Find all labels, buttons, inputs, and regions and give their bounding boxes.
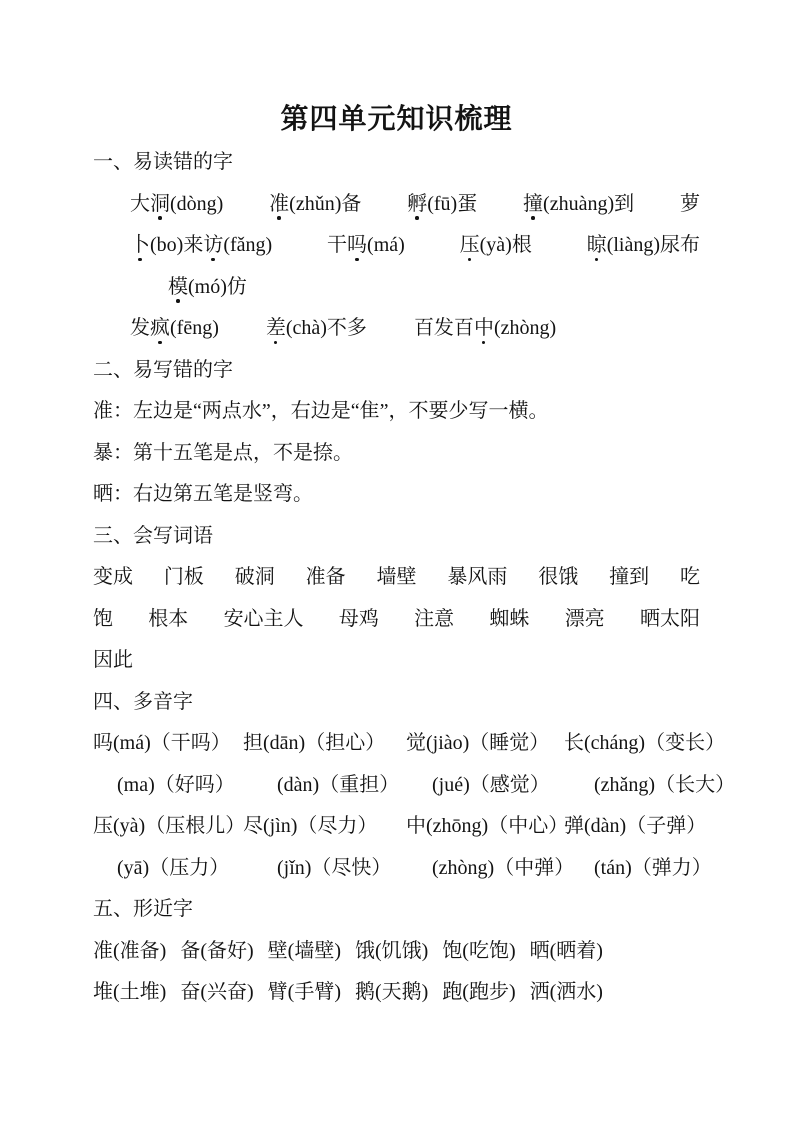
polyphone-row-2	[93, 762, 736, 804]
text-item: 大洞(dòng)	[130, 187, 223, 216]
text-item: 墙壁	[376, 566, 417, 589]
text-item: 鹅(天鹅)	[354, 981, 429, 1004]
text-item: 跑(跑步)	[442, 981, 516, 1004]
text-item: 撞到	[609, 566, 650, 589]
misread-row-4	[93, 305, 700, 347]
text-item: 很饿	[538, 566, 579, 589]
section-heading-misread: 一、易读错的字	[93, 151, 233, 174]
text-item: 根本	[148, 607, 189, 630]
text-item: 晾(liàng)尿布	[587, 228, 700, 257]
text-item: 干吗(má)	[327, 228, 405, 257]
text-item: 模(mó)仿	[168, 270, 247, 299]
emphasized-char: 疯	[150, 311, 170, 340]
text-item: 饱	[93, 607, 113, 630]
section-heading-words: 三、会写词语	[93, 524, 213, 547]
text-item: 暴风雨	[447, 566, 508, 589]
text-item: (zhòng)（中弹）	[432, 856, 575, 879]
miswrite-note-shai	[93, 471, 700, 513]
misread-row-1	[93, 181, 700, 223]
text-item: 弹(dàn)（子弹）	[564, 815, 707, 838]
text-item: 备(备好)	[180, 939, 254, 962]
text-item: 饿(饥饿)	[354, 939, 429, 962]
text-item: 因此	[93, 649, 133, 672]
emphasized-char: 差	[266, 311, 286, 340]
words-row-3	[93, 637, 700, 679]
text-item: 准(准备)	[93, 939, 167, 962]
text-item: 百发百中(zhòng)	[414, 311, 556, 340]
text-item: 压(yà)（压根儿）	[93, 815, 246, 838]
similar-row-2	[93, 969, 700, 1011]
text-item: 母鸡	[338, 607, 379, 630]
text-item: 准(zhǔn)备	[269, 187, 361, 216]
text-item: 注意	[414, 607, 455, 630]
emphasized-char: 孵	[407, 187, 427, 216]
text-item: 长(cháng)（变长）	[564, 732, 726, 755]
text-item: 觉(jiào)（睡觉）	[406, 732, 550, 755]
text-item: 变成	[93, 566, 133, 589]
polyphone-row-4	[93, 845, 712, 887]
text-item: 门板	[163, 566, 204, 589]
emphasized-char: 吗	[347, 228, 367, 257]
miswrite-note-zhun	[93, 388, 700, 430]
section-heading-similar: 五、形近字	[93, 898, 193, 921]
text-item: 准备	[305, 566, 346, 589]
text-item: 发疯(fēng)	[130, 311, 219, 340]
text-item: (jǐn)（尽快）	[277, 856, 392, 879]
text-item: 吗(má)（干吗）	[93, 732, 231, 755]
text-item: 晒太阳	[639, 607, 700, 630]
polyphone-row-1	[93, 720, 726, 762]
text-item: (dàn)（重担）	[277, 773, 400, 796]
section-heading-miswrite: 二、易写错的字	[93, 358, 233, 381]
text-item: 壁(墙壁)	[267, 939, 341, 962]
text-item: 卜(bo)来访(fǎng)	[130, 228, 272, 257]
emphasized-char: 准	[269, 187, 289, 216]
text-item: 暴：第十五笔是点，不是捺。	[93, 441, 353, 464]
text-item: 晒：右边第五笔是竖弯。	[93, 483, 313, 506]
text-item: 准：左边是“两点水”，右边是“隹”，不要少写一横。	[93, 400, 549, 423]
emphasized-char: 模	[168, 270, 188, 299]
emphasized-char: 撞	[523, 187, 543, 216]
emphasized-char: 压	[460, 228, 480, 257]
text-item: 臂(手臂)	[267, 981, 341, 1004]
text-item: 压(yà)根	[460, 228, 532, 257]
text-item: 堆(土堆)	[93, 981, 167, 1004]
text-item: 破洞	[234, 566, 275, 589]
text-item: 饱(吃饱)	[442, 939, 516, 962]
misread-row-3	[93, 264, 700, 306]
text-item: 洒(洒水)	[529, 981, 603, 1004]
text-item: (tán)（弹力）	[594, 856, 712, 879]
text-item: 吃	[680, 566, 700, 589]
words-row-1	[93, 554, 700, 596]
text-item: 差(chà)不多	[266, 311, 367, 340]
emphasized-char: 洞	[150, 187, 170, 216]
text-item: (jué)（感觉）	[432, 773, 550, 796]
text-item: 奋(兴奋)	[180, 981, 254, 1004]
text-item: 漂亮	[564, 607, 605, 630]
text-item: 尽(jìn)（尽力）	[243, 815, 378, 838]
text-item: 撞(zhuàng)到	[523, 187, 634, 216]
text-item: 萝	[679, 192, 700, 215]
text-item: 蜘蛛	[489, 607, 530, 630]
words-row-2	[93, 596, 700, 638]
miswrite-note-bao	[93, 430, 700, 472]
text-item: 孵(fū)蛋	[407, 187, 477, 216]
text-item: (zhǎng)（长大）	[594, 773, 736, 796]
polyphone-row-3	[93, 803, 707, 845]
text-item: (yā)（压力）	[117, 856, 230, 879]
emphasized-char: 中	[474, 311, 494, 340]
emphasized-char: 晾	[587, 228, 607, 257]
misread-row-2	[93, 222, 700, 264]
text-item: 安心主人	[223, 607, 304, 630]
text-item: 担(dān)（担心）	[243, 732, 386, 755]
section-heading-polyphone: 四、多音字	[93, 690, 193, 713]
text-item: (ma)（好吗）	[117, 773, 235, 796]
text-item: 晒(晒着)	[529, 939, 603, 962]
emphasized-char: 卜	[130, 228, 150, 257]
text-item: 中(zhōng)（中心）	[406, 815, 569, 838]
similar-row-1	[93, 928, 700, 970]
emphasized-char: 访	[203, 228, 223, 257]
document-title: 第四单元知识梳理	[280, 104, 513, 135]
